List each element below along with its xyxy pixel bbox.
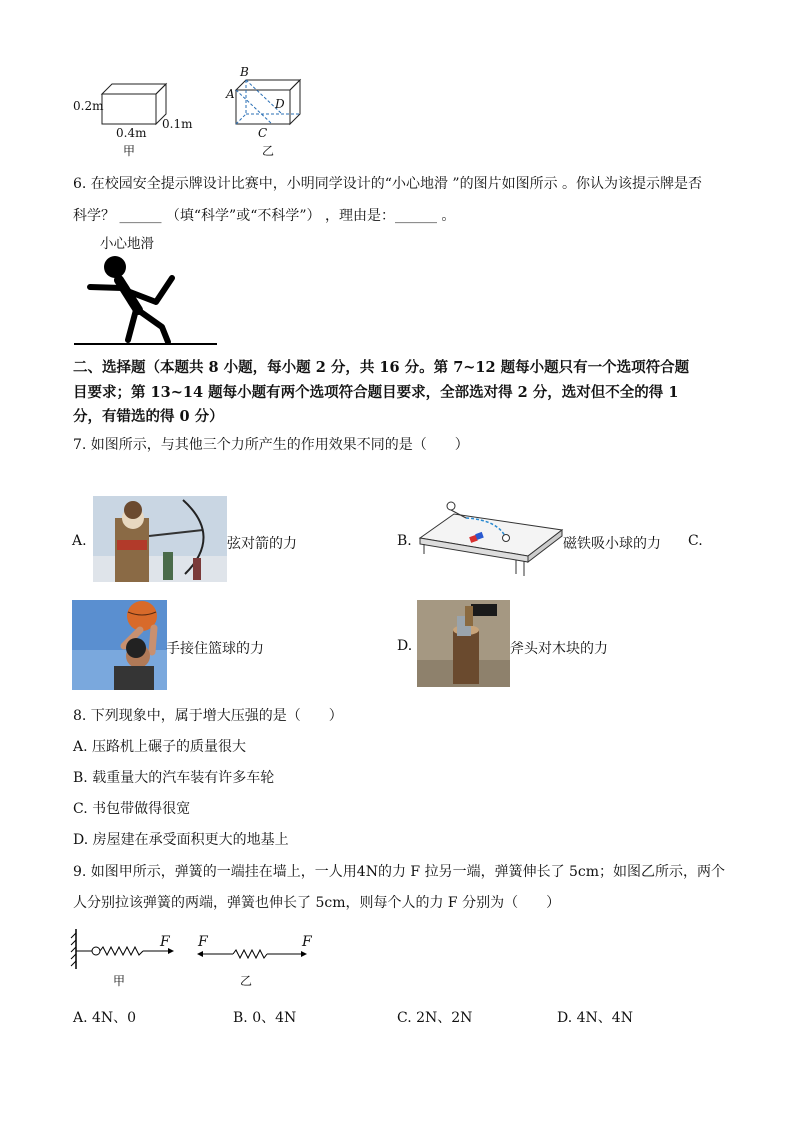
section2-line2: 目要求；第 13~14 题每小题有两个选项符合题目要求，全部选对得 2 分，选对但不全的得 1 bbox=[73, 384, 679, 401]
section2-line1: 二、选择题（本题共 8 小题，每小题 2 分，共 16 分。第 7~12 题每小题只有一个选项符合题 bbox=[73, 359, 690, 376]
archer-photo bbox=[93, 496, 227, 582]
cuboid-yi-drawing bbox=[232, 76, 308, 128]
q7-a-letter: A. bbox=[72, 533, 87, 549]
spring-figure-yi bbox=[195, 944, 310, 964]
q9-jia-force-label: F bbox=[160, 934, 170, 950]
label-b: B bbox=[240, 65, 249, 79]
label-d: D bbox=[275, 97, 285, 111]
q8-option-b: B. 载重量大的汽车装有许多车轮 bbox=[73, 770, 275, 786]
q7-d-text: 斧头对木块的力 bbox=[510, 641, 608, 657]
sign-text: 小心地滑 bbox=[100, 236, 154, 252]
q8-option-d: D. 房屋建在承受面积更大的地基上 bbox=[73, 832, 289, 848]
basketball-photo bbox=[72, 600, 167, 690]
cuboid-jia-drawing bbox=[98, 80, 170, 128]
q7-a-text: 弦对箭的力 bbox=[227, 536, 297, 552]
q7-c-letter: C. bbox=[688, 533, 703, 549]
q8-option-a: A. 压路机上碾子的质量很大 bbox=[73, 739, 247, 755]
q9-yi-caption: 乙 bbox=[240, 974, 253, 988]
q9-line1: 9. 如图甲所示，弹簧的一端挂在墙上，一人用4N的力 F 拉另一端，弹簧伸长了 5cm；如图乙所示，两个 bbox=[73, 864, 726, 880]
q9-yi-force-right-label: F bbox=[302, 934, 312, 950]
q9-option-a: A. 4N、0 bbox=[73, 1010, 137, 1026]
q7-stem: 7. 如图所示，与其他三个力所产生的作用效果不同的是（ ） bbox=[73, 437, 469, 453]
q9-jia-caption: 甲 bbox=[113, 974, 126, 988]
caption-yi: 乙 bbox=[262, 144, 275, 158]
q6-line1: 6. 在校园安全提示牌设计比赛中，小明同学设计的“小心地滑 ”的图片如图所示 。你认为该提示牌是否 bbox=[73, 176, 703, 192]
q6-line2: 科学？ ______ （填“科学”或“不科学”） ，理由是：______ 。 bbox=[73, 208, 456, 224]
q9-option-c: C. 2N、2N bbox=[397, 1010, 473, 1026]
label-a: A bbox=[226, 87, 235, 101]
q8-stem: 8. 下列现象中，属于增大压强的是（ ） bbox=[73, 708, 343, 724]
section2-line3: 分，有错选的得 0 分） bbox=[73, 408, 224, 425]
label-c: C bbox=[258, 126, 268, 140]
axe-wood-photo bbox=[417, 600, 510, 687]
q7-c-text: 手接住篮球的力 bbox=[166, 641, 264, 657]
caption-jia: 甲 bbox=[123, 144, 136, 158]
magnet-table-figure bbox=[418, 498, 564, 578]
q7-d-letter: D. bbox=[397, 638, 413, 654]
q9-option-d: D. 4N、4N bbox=[557, 1010, 633, 1026]
q8-option-c: C. 书包带做得很宽 bbox=[73, 801, 191, 817]
dim-length-label: 0.4m bbox=[116, 126, 147, 140]
q9-line2: 人分别拉该弹簧的两端，弹簧也伸长了 5cm，则每个人的力 F 分别为（ ） bbox=[73, 895, 561, 911]
slippery-sign-figure bbox=[72, 252, 222, 348]
q7-b-text: 磁铁吸小球的力 bbox=[563, 536, 661, 552]
dim-width-label: 0.1m bbox=[162, 117, 193, 131]
dim-height-label: 0.2m bbox=[73, 99, 104, 113]
q9-yi-force-left-label: F bbox=[198, 934, 208, 950]
q9-option-b: B. 0、4N bbox=[233, 1010, 297, 1026]
q7-b-letter: B. bbox=[397, 533, 412, 549]
